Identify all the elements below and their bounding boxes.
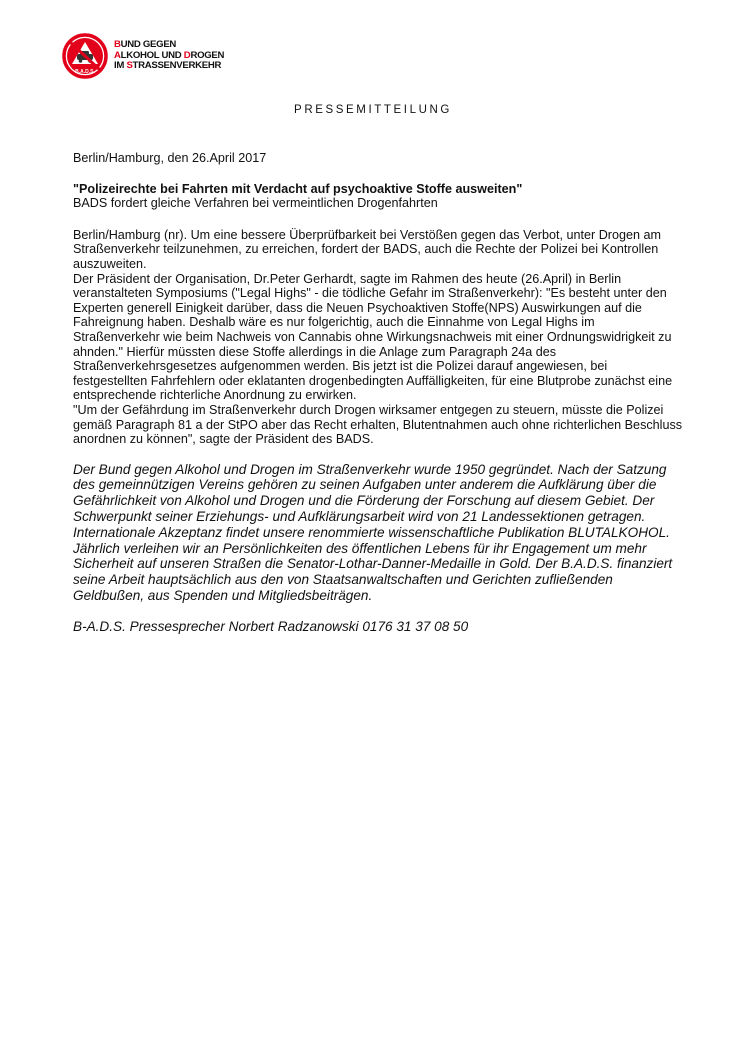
- press-contact: B-A.D.S. Pressesprecher Norbert Radzanowski 0176 31 37 08 50: [73, 618, 469, 634]
- badge-text: B.A.D.S.: [75, 69, 95, 75]
- document-heading: PRESSEMITTEILUNG: [294, 104, 452, 116]
- logo-initial: D: [183, 49, 191, 61]
- logo-word: LKOHOL UND: [120, 49, 184, 61]
- body-paragraph: Berlin/Hamburg (nr). Um eine bessere Überprüfbarkeit bei Verstößen gegen das Verbot, unter Drogen am Straßenverkehr teilzunehmen, zu erreichen, fordert der BADS, auch die Rechte der Polizei bei Kontrollen auszuweiten.: [73, 227, 662, 271]
- body-paragraph: Der Präsident der Organisation, Dr.Peter Gerhardt, sagte im Rahmen des heute (26.April) in Berlin veranstalteten Symposiums ("Legal Highs" - die tödliche Gefahr im Straßenverkehr): "Es besteht unter den Experten generell Einigkeit darüber, dass die Neuen Psychoaktiven Stoffe(NPS) Auswirkungen auf die Fahreignung haben. Deshalb wäre es nur folgerichtig, auch die Einnahme von Legal Highs im Straßenverkehr wie beim Nachweis von Cannabis ohne Wirkungsnachweis mit einer Ordnungswidrigkeit zu ahnden." Hierfür müssten diese Stoffe allerdings in die Anlage zum Paragraph 24a des Straßenverkehrsgesetzes aufgenommen werden. Bis jetzt ist die Polizei darauf angewiesen, bei festgestellten Fahrfehlern oder eklatanten drogenbedingten Auffälligkeiten, für eine Blutprobe zunächst eine entsprechende richterliche Anordnung zu erwirken.: [73, 271, 673, 403]
- logo-word: IM: [114, 60, 127, 72]
- logo-line-3: [114, 61, 224, 72]
- logo-wordmark: [114, 40, 224, 72]
- logo-initial: S: [126, 60, 133, 72]
- logo-word: UND GEGEN: [120, 39, 177, 51]
- headline: "Polizeirechte bei Fahrten mit Verdacht auf psychoaktive Stoffe ausweiten": [73, 181, 523, 196]
- logo-initial: A: [114, 49, 121, 61]
- logo-word: ROGEN: [190, 49, 225, 61]
- subheadline: BADS fordert gleiche Verfahren bei vermeintlichen Drogenfahrten: [73, 196, 438, 211]
- body-paragraph: "Um der Gefährdung im Straßenverkehr durch Drogen wirksamer entgegen zu steuern, müsste die Polizei gemäß Paragraph 81 a der StPO aber das Recht erhalten, Blutentnahmen auch ohne richterlichen Beschluss anordnen zu können", sagte der Präsident des BADS.: [73, 402, 683, 447]
- logo-word: TRASSENVERKEHR: [132, 60, 222, 72]
- dateline: Berlin/Hamburg, den 26.April 2017: [73, 151, 267, 165]
- press-release-body: [73, 151, 683, 635]
- bads-emblem-icon: [62, 33, 108, 79]
- about-paragraph: Der Bund gegen Alkohol und Drogen im Straßenverkehr wurde 1950 gegründet. Nach der Satzung des gemeinnützigen Vereins gehören zu seinen Aufgaben unter anderem die Aufklärung über die Gefährlichkeit von Alkohol und Drogen und die Förderung der Forschung auf diesem Gebiet. Der Schwerpunkt seiner Erziehungs- und Aufklärungsarbeit wird von 21 Landessektionen getragen. Internationale Akzeptanz findet unsere renommierte wissenschaftliche Publikation BLUTALKOHOL. Jährlich verleihen wir an Persönlichkeiten des öffentlichen Lebens für ihr Engagement um mehr Sicherheit auf unseren Straßen die Senator-Lothar-Danner-Medaille in Gold. Der B.A.D.S. finanziert seine Arbeit hauptsächlich aus den von Staatsanwaltschaften und Gerichten zufließenden Geldbußen, aus Spenden und Mitgliedsbeiträgen.: [73, 461, 673, 604]
- bads-logo: [62, 33, 224, 79]
- logo-initial: B: [114, 39, 121, 51]
